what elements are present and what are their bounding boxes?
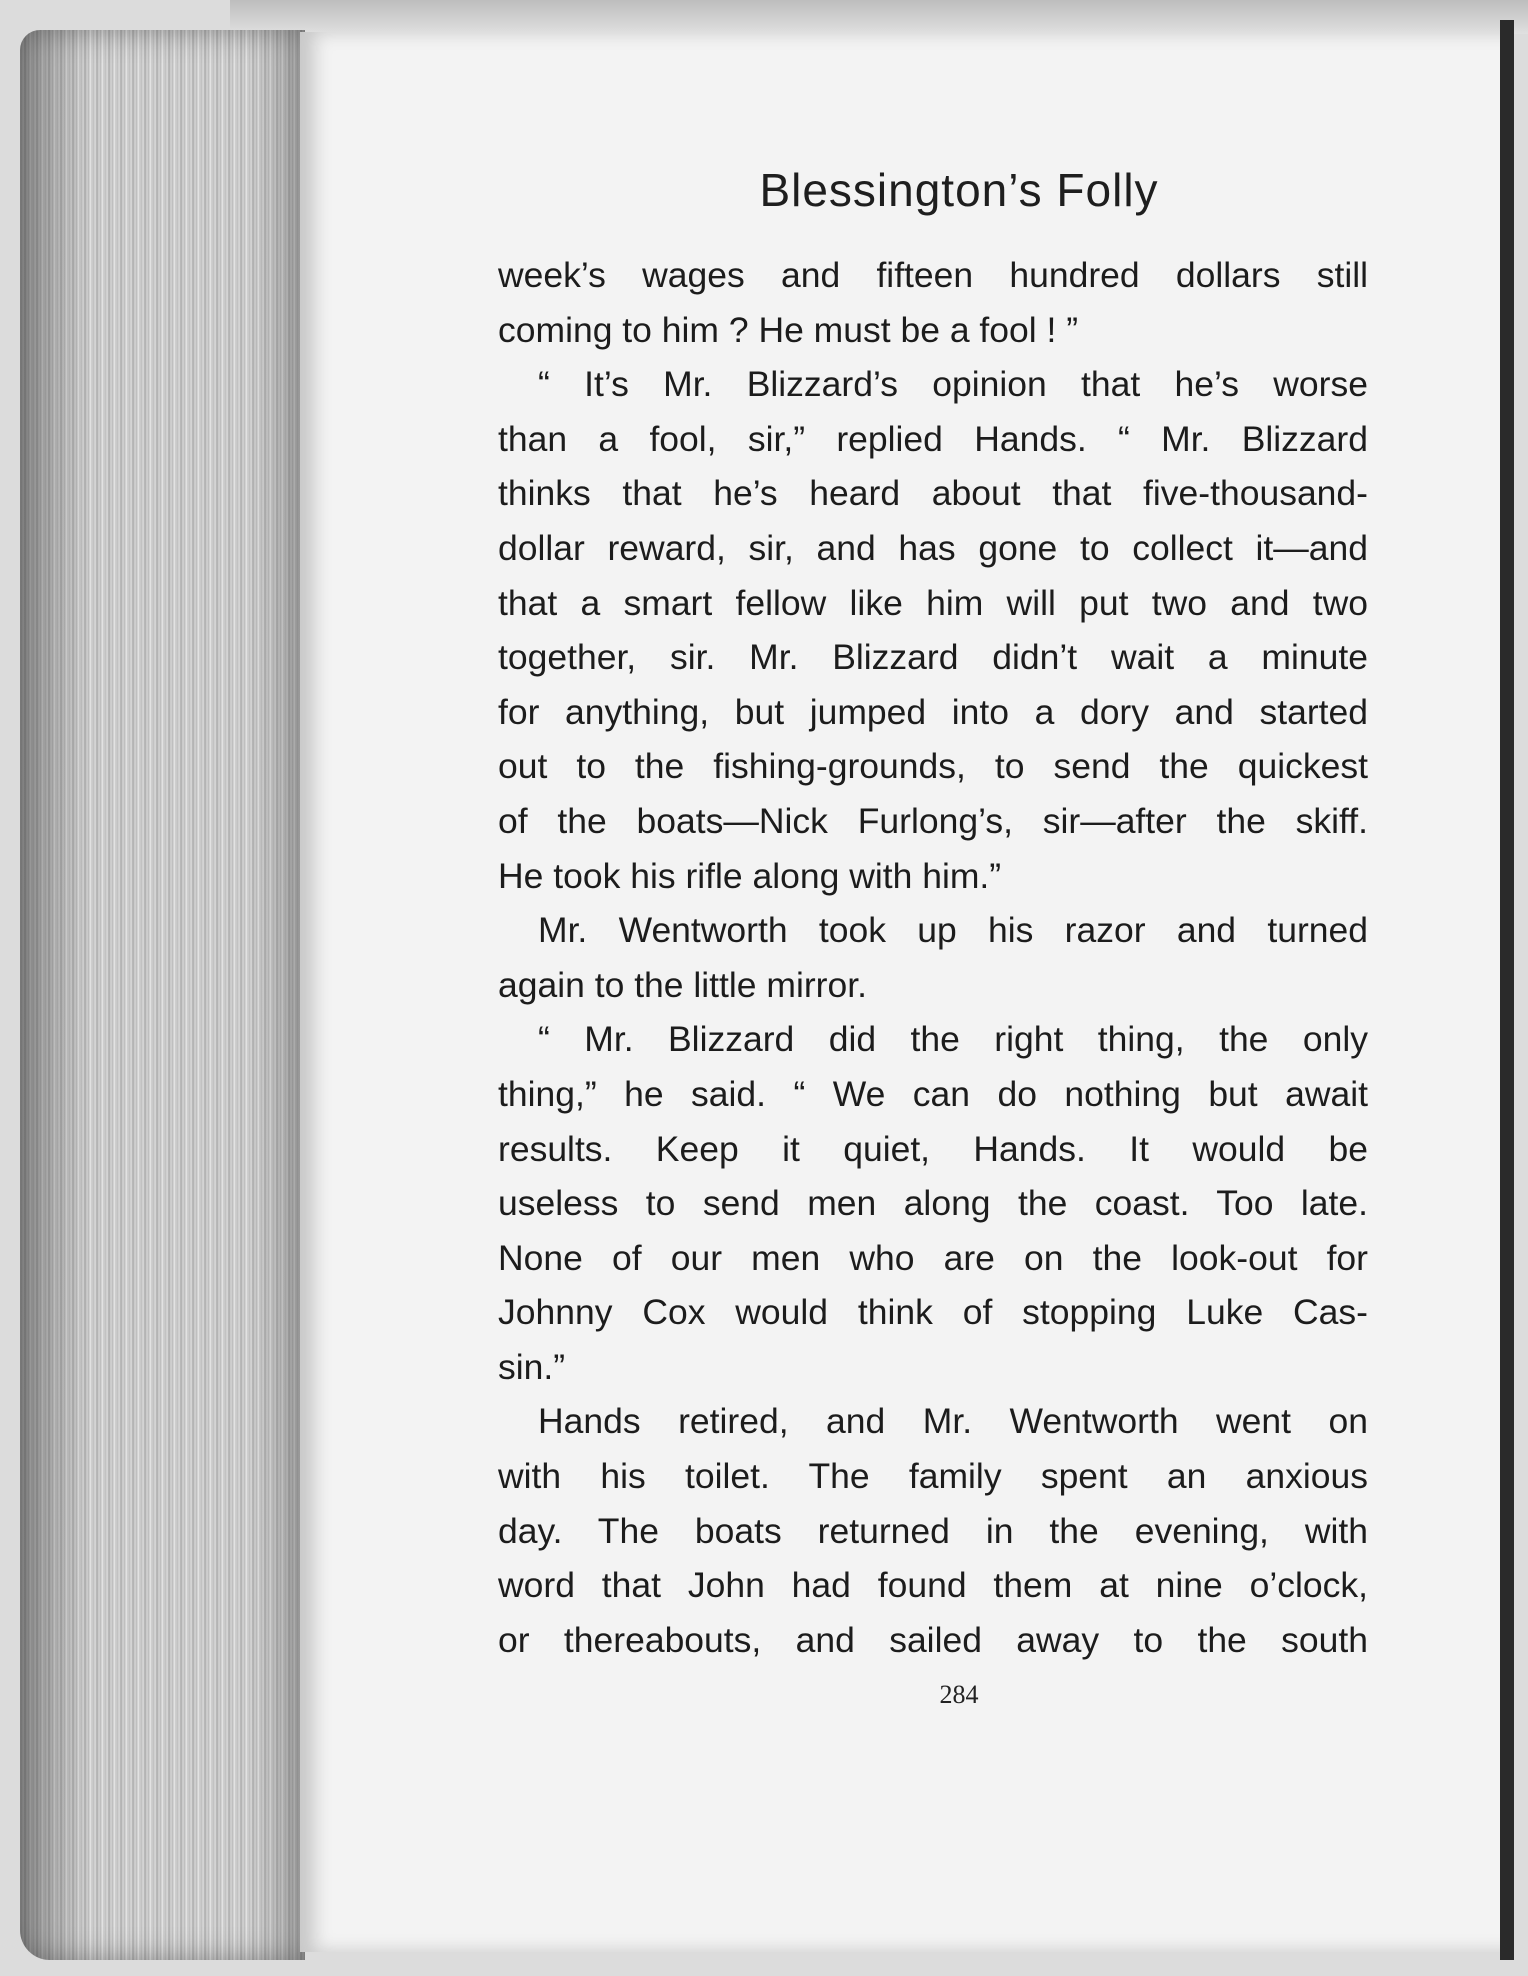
text-line: Mr. Wentworth took up his razor and turned xyxy=(538,910,1368,951)
text-line: None of our men who are on the look-out for xyxy=(498,1237,1368,1278)
text-line: thing,” he said. “ We can do nothing but await xyxy=(498,1073,1368,1114)
running-head xyxy=(0,163,1528,217)
text-line: Hands retired, and Mr. Wentworth went on xyxy=(538,1401,1368,1442)
text-line: sin.” xyxy=(498,1346,566,1387)
text-line: for anything, but jumped into a dory and started xyxy=(498,691,1368,732)
text-line: word that John had found them at nine o’clock, xyxy=(498,1565,1368,1606)
text-line: results. Keep it quiet, Hands. It would be xyxy=(498,1128,1368,1169)
running-head-text: Blessington’s Folly xyxy=(759,164,1159,216)
top-shadow-band xyxy=(230,0,1528,34)
page-number: 284 xyxy=(939,1680,979,1709)
text-line: with his toilet. The family spent an anxious xyxy=(498,1456,1368,1497)
text-line: coming to him ? He must be a fool ! ” xyxy=(498,309,1079,350)
text-line: day. The boats returned in the evening, with xyxy=(498,1510,1368,1551)
text-line: again to the little mirror. xyxy=(498,964,867,1005)
text-line: or thereabouts, and sailed away to the south xyxy=(498,1619,1368,1660)
body-text xyxy=(498,248,1368,1667)
text-line: thinks that he’s heard about that five-thousand- xyxy=(498,473,1368,514)
text-line: useless to send men along the coast. Too late. xyxy=(498,1183,1368,1224)
text-line: “ It’s Mr. Blizzard’s opinion that he’s worse xyxy=(538,364,1368,405)
text-line: He took his rifle along with him.” xyxy=(498,855,1002,896)
text-line: that a smart fellow like him will put two and two xyxy=(498,582,1368,623)
text-line: together, sir. Mr. Blizzard didn’t wait a minute xyxy=(498,637,1368,678)
text-line: “ Mr. Blizzard did the right thing, the only xyxy=(538,1019,1368,1060)
text-line: out to the fishing-grounds, to send the quickest xyxy=(498,746,1368,787)
text-line: Johnny Cox would think of stopping Luke Cas- xyxy=(498,1292,1368,1333)
text-line: of the boats—Nick Furlong’s, sir—after the skiff. xyxy=(498,800,1368,841)
text-line: dollar reward, sir, and has gone to collect it—and xyxy=(498,527,1368,568)
text-line: than a fool, sir,” replied Hands. “ Mr. Blizzard xyxy=(498,418,1368,459)
book-page-edges xyxy=(20,30,305,1960)
page-right-edge xyxy=(1500,20,1514,1960)
text-line: week’s wages and fifteen hundred dollars still xyxy=(498,255,1368,295)
